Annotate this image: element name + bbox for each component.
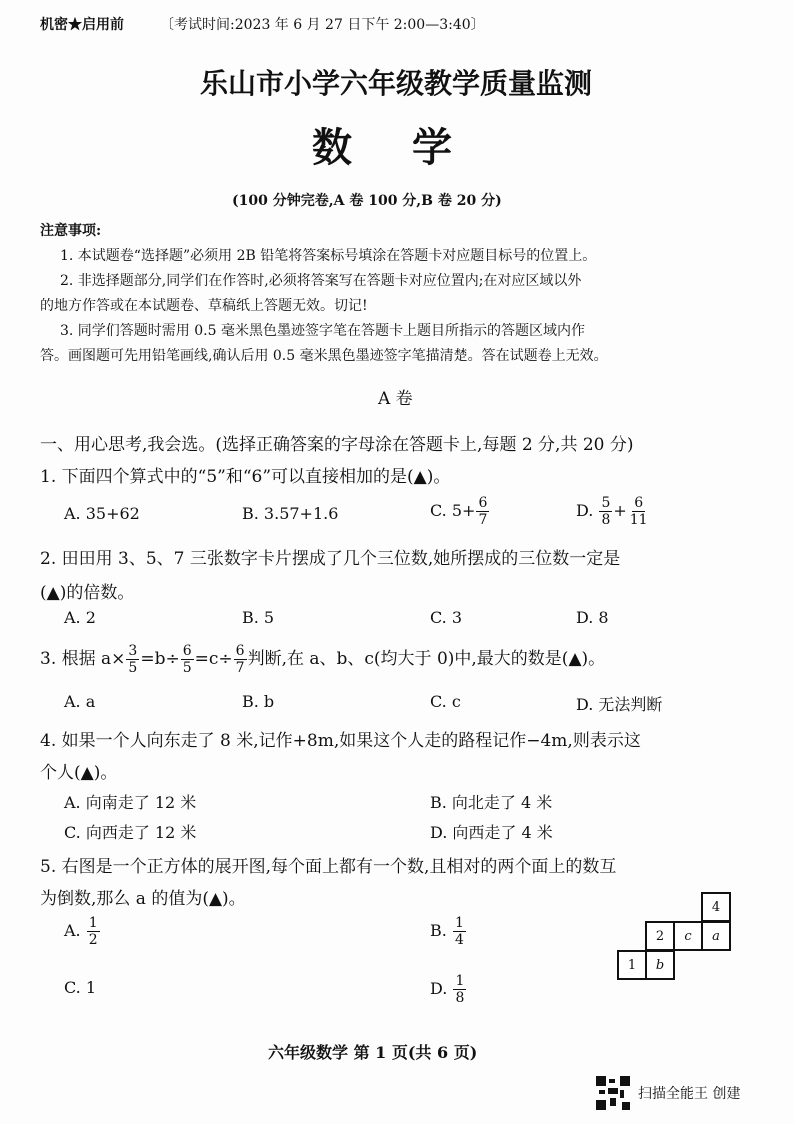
fraction-numerator: 1	[88, 915, 98, 931]
fraction-numerator: 6	[235, 643, 245, 659]
q2-option-b: B. 5	[242, 608, 275, 627]
fraction-numerator: 6	[182, 643, 192, 659]
fraction	[126, 644, 139, 675]
scanner-watermark: 扫描全能王 创建	[638, 1086, 741, 1102]
question-1-stem: 1. 下面四个算式中的“5”和“6”可以直接相加的是(▲)。	[40, 467, 451, 487]
page-title: 乐山市小学六年级教学质量监测	[200, 67, 593, 100]
q5-option-a-prefix: A.	[64, 921, 86, 940]
fraction	[453, 916, 466, 947]
fraction-denominator: 7	[478, 512, 488, 528]
fraction-denominator: 2	[88, 932, 98, 948]
q3-text: 3. 根据 a×	[40, 649, 126, 669]
notice-item: 2. 非选择题部分,同学们在作答时,必须将答案写在答题卡对应位置内;在对应区域以外	[60, 273, 582, 289]
q4-option-d: D. 向西走了 4 米	[430, 823, 553, 842]
question-2-line1: 2. 田田用 3、5、7 三张数字卡片摆成了几个三位数,她所摆成的三位数一定是	[40, 549, 621, 569]
q5-option-a	[64, 916, 101, 947]
confidential-label: 机密★启用前	[40, 17, 124, 33]
part1-heading: 一、用心思考,我会选。(选择正确答案的字母涂在答题卡上,每题 2 分,共 20 分)	[40, 435, 634, 455]
notice-item: 3. 同学们答题时需用 0.5 毫米黑色墨迹签字笔在答题卡上题目所指示的答题区域内作	[60, 323, 585, 339]
q1-option-d	[576, 496, 651, 527]
net-face-bot2: b	[645, 950, 675, 980]
q2-option-a: A. 2	[64, 608, 96, 627]
q1-option-c	[430, 496, 490, 527]
fraction-numerator: 5	[601, 495, 611, 511]
page-footer: 六年级数学 第 1 页(共 6 页)	[268, 1043, 478, 1062]
q1-option-c-prefix: C. 5+	[430, 501, 476, 520]
fraction-numerator: 1	[455, 973, 465, 989]
question-5-line2: 为倒数,那么 a 的值为(▲)。	[40, 889, 246, 909]
fraction-denominator: 5	[128, 660, 138, 676]
net-face-mid3: a	[701, 921, 731, 951]
q5-option-c: C. 1	[64, 978, 97, 997]
q1-option-b: B. 3.57+1.6	[242, 504, 339, 523]
fraction-numerator: 3	[128, 643, 138, 659]
fraction-numerator: 1	[454, 915, 464, 931]
q4-option-c: C. 向西走了 12 米	[64, 823, 197, 842]
plus-sign: +	[613, 501, 627, 520]
fraction-numerator: 6	[634, 495, 644, 511]
subject-title: 数学	[312, 125, 512, 171]
q3-text: =b÷	[140, 649, 180, 669]
question-4-line2: 个人(▲)。	[40, 763, 118, 783]
q2-option-d: D. 8	[576, 608, 609, 627]
notice-item: 答。画图题可先用铅笔画线,确认后用 0.5 毫米黑色墨迹签字笔描清楚。答在试题卷上无效。	[40, 348, 608, 364]
cube-net-diagram	[616, 892, 732, 986]
fraction	[87, 916, 100, 947]
net-face-bot1: 1	[617, 950, 647, 980]
q3-text: =c÷	[194, 649, 233, 669]
q3-option-d: D. 无法判断	[576, 695, 663, 714]
question-4-line1: 4. 如果一个人向东走了 8 米,记作+8m,如果这个人走的路程记作−4m,则表示这	[40, 731, 641, 751]
notice-item: 的地方作答或在本试题卷、草稿纸上答题无效。切记!	[40, 298, 368, 314]
fraction-denominator: 5	[182, 660, 192, 676]
q3-text: 判断,在 a、b、c(均大于 0)中,最大的数是(▲)。	[247, 649, 606, 669]
question-5-line1: 5. 右图是一个正方体的展开图,每个面上都有一个数,且相对的两个面上的数互	[40, 857, 617, 877]
fraction-denominator: 11	[629, 512, 648, 528]
q5-option-d-prefix: D.	[430, 979, 453, 998]
fraction-denominator: 4	[454, 932, 464, 948]
fraction	[599, 496, 612, 527]
q3-option-b: B. b	[242, 692, 275, 711]
notice-item: 1. 本试题卷“选择题”必须用 2B 铅笔将答案标号填涂在答题卡对应题目标号的位置上。	[60, 248, 597, 264]
q2-option-c: C. 3	[430, 608, 463, 627]
net-face-mid2: c	[673, 921, 703, 951]
notice-heading: 注意事项:	[40, 223, 102, 239]
fraction-denominator: 8	[601, 512, 611, 528]
question-2-line2: (▲)的倍数。	[40, 583, 135, 603]
fraction	[628, 496, 650, 527]
q1-option-a: A. 35+62	[64, 504, 140, 523]
section-label: A 卷	[378, 389, 413, 409]
q4-option-a: A. 向南走了 12 米	[64, 793, 197, 812]
qr-code-icon	[596, 1076, 630, 1110]
question-3-stem	[40, 644, 605, 675]
net-face-mid1: 2	[645, 921, 675, 951]
q5-option-d	[430, 974, 467, 1005]
q5-option-b-prefix: B.	[430, 921, 452, 940]
fraction	[181, 644, 194, 675]
q3-option-c: C. c	[430, 692, 461, 711]
fraction-numerator: 6	[478, 495, 488, 511]
q1-option-d-prefix: D.	[576, 501, 599, 520]
fraction	[453, 974, 466, 1005]
exam-time: 〔考试时间:2023 年 6 月 27 日下午 2:00—3:40〕	[160, 17, 485, 33]
q4-option-b: B. 向北走了 4 米	[430, 793, 553, 812]
q5-option-b	[430, 916, 467, 947]
fraction-denominator: 8	[455, 990, 465, 1006]
fraction	[234, 644, 247, 675]
net-face-top: 4	[701, 892, 731, 922]
fraction	[476, 496, 489, 527]
fraction-denominator: 7	[235, 660, 245, 676]
q3-option-a: A. a	[64, 692, 96, 711]
exam-info: (100 分钟完卷,A 卷 100 分,B 卷 20 分)	[232, 193, 502, 209]
